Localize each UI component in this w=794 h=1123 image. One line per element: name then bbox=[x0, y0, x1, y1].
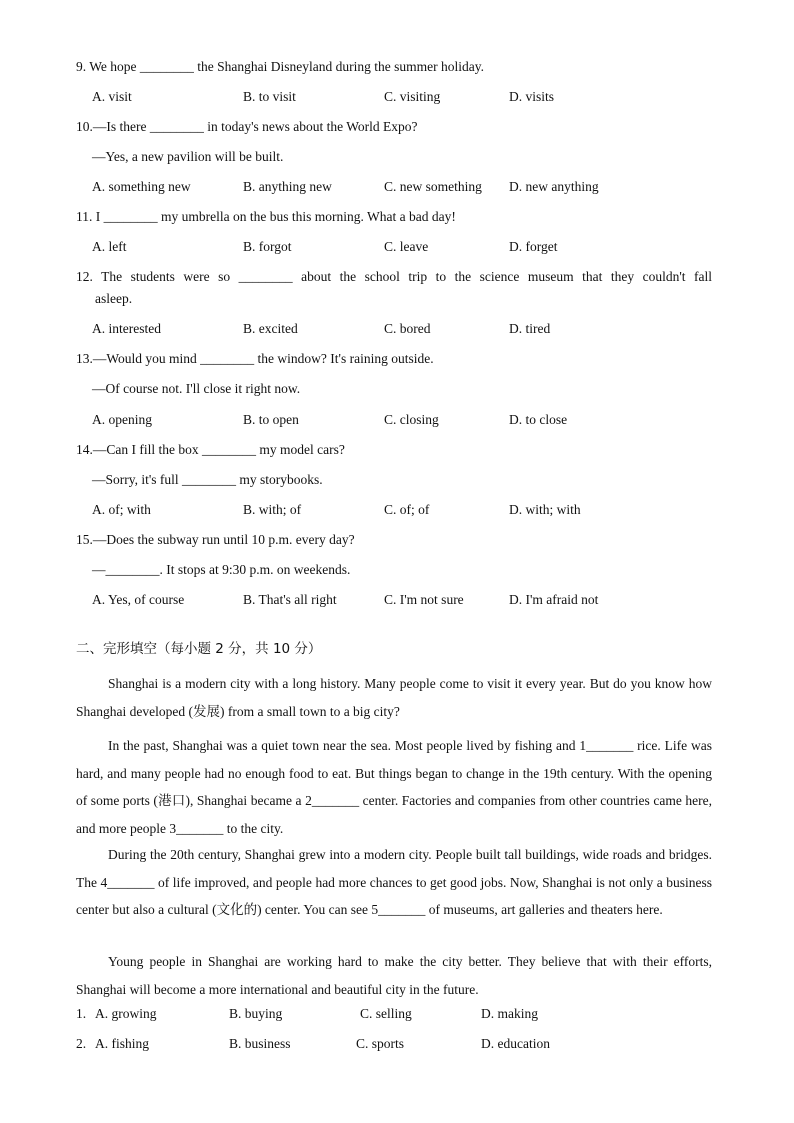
q15-option-c: C. I'm not sure bbox=[384, 592, 464, 607]
q12-option-a: A. interested bbox=[92, 321, 161, 336]
q12-option-c: C. bored bbox=[384, 321, 431, 336]
passage-paragraph-4 bbox=[76, 948, 712, 1003]
cloze-1-number: 1. bbox=[76, 1006, 87, 1021]
q13-option-d: D. to close bbox=[509, 412, 568, 427]
q14-option-a: A. of; with bbox=[92, 502, 151, 517]
question-15-stem: 15.—Does the subway run until 10 p.m. every day? bbox=[76, 532, 355, 547]
question-13-reply: —Of course not. I'll close it right now. bbox=[92, 381, 301, 396]
question-14-reply: —Sorry, it's full ________ my storybooks. bbox=[92, 472, 323, 487]
q15-option-a: A. Yes, of course bbox=[92, 592, 185, 607]
section-heading-cloze: 二、完形填空（每小题 2 分，共 10 分） bbox=[76, 641, 322, 657]
cloze-1-option-b: B. buying bbox=[229, 1006, 283, 1021]
q12-option-d: D. tired bbox=[509, 321, 551, 336]
passage-paragraph-1-text: Shanghai is a modern city with a long history. Many people come to visit it every year. But do you know how Shanghai developed (发展) from a small town to a big city? bbox=[76, 676, 712, 719]
q11-option-c: C. leave bbox=[384, 239, 429, 254]
q14-option-c: C. of; of bbox=[384, 502, 430, 517]
cloze-2-option-d: D. education bbox=[481, 1036, 550, 1051]
passage-paragraph-1 bbox=[76, 670, 712, 725]
passage-paragraph-3-text: During the 20th century, Shanghai grew into a modern city. People built tall buildings, wide roads and bridges. The 4_______ of life improved, and people had more chances to get good jobs. Now, Shanghai is not only a business center but also a cultural (文化的) center. You can see 5_______ of museums, art galleries and theaters here. bbox=[76, 847, 712, 917]
q11-option-a: A. left bbox=[92, 239, 127, 254]
q13-option-a: A. opening bbox=[92, 412, 152, 427]
q10-option-c: C. new something bbox=[384, 179, 482, 194]
q13-option-b: B. to open bbox=[243, 412, 299, 427]
q15-option-b: B. That's all right bbox=[243, 592, 337, 607]
q10-option-d: D. new anything bbox=[509, 179, 599, 194]
q9-option-c: C. visiting bbox=[384, 89, 441, 104]
cloze-1-option-d: D. making bbox=[481, 1006, 538, 1021]
q9-option-a: A. visit bbox=[92, 89, 132, 104]
question-12-stem: 12. The students were so ________ about the school trip to the science museum that they couldn't fall bbox=[76, 269, 712, 284]
cloze-2-option-c: C. sports bbox=[356, 1036, 405, 1051]
cloze-2-option-b: B. business bbox=[229, 1036, 291, 1051]
passage-paragraph-2-text: In the past, Shanghai was a quiet town near the sea. Most people lived by fishing and 1_______ rice. Life was hard, and many people had no enough food to eat. But things began to change in the 19th century. With the opening of some ports (港口), Shanghai became a 2_______ center. Factories and companies from other countries came here, and more people 3_______ to the city. bbox=[76, 738, 712, 836]
q9-option-d: D. visits bbox=[509, 89, 555, 104]
q14-option-b: B. with; of bbox=[243, 502, 302, 517]
question-12-stem-cont: asleep. bbox=[95, 291, 133, 306]
cloze-1-option-c: C. selling bbox=[360, 1006, 412, 1021]
passage-paragraph-4-text: Young people in Shanghai are working hard to make the city better. They believe that with their efforts, Shanghai will become a more international and beautiful city in the future. bbox=[76, 954, 712, 997]
q10-option-b: B. anything new bbox=[243, 179, 332, 194]
q15-option-d: D. I'm afraid not bbox=[509, 592, 599, 607]
question-11-stem: 11. I ________ my umbrella on the bus this morning. What a bad day! bbox=[76, 209, 456, 224]
q12-option-b: B. excited bbox=[243, 321, 298, 336]
question-10-reply: —Yes, a new pavilion will be built. bbox=[92, 149, 284, 164]
cloze-2-number: 2. bbox=[76, 1036, 87, 1051]
passage-paragraph-2 bbox=[76, 732, 712, 842]
question-14-stem: 14.—Can I fill the box ________ my model cars? bbox=[76, 442, 345, 457]
question-10-stem: 10.—Is there ________ in today's news about the World Expo? bbox=[76, 119, 418, 134]
q13-option-c: C. closing bbox=[384, 412, 439, 427]
question-9-stem: 9. We hope ________ the Shanghai Disneyland during the summer holiday. bbox=[76, 59, 484, 74]
cloze-1-option-a: A. growing bbox=[95, 1006, 157, 1021]
q14-option-d: D. with; with bbox=[509, 502, 581, 517]
cloze-2-option-a: A. fishing bbox=[95, 1036, 149, 1051]
question-13-stem: 13.—Would you mind ________ the window? It's raining outside. bbox=[76, 351, 434, 366]
q10-option-a: A. something new bbox=[92, 179, 191, 194]
passage-paragraph-3 bbox=[76, 841, 712, 924]
q11-option-d: D. forget bbox=[509, 239, 558, 254]
q9-option-b: B. to visit bbox=[243, 89, 296, 104]
q11-option-b: B. forgot bbox=[243, 239, 292, 254]
question-15-reply: —________. It stops at 9:30 p.m. on weekends. bbox=[92, 562, 351, 577]
